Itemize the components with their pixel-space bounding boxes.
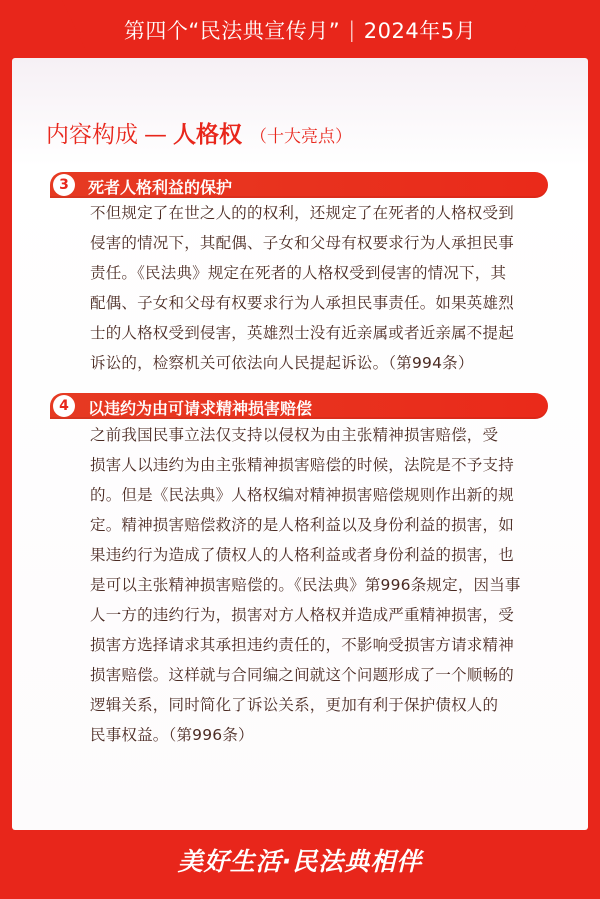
section-4-number-badge: 4 [53, 395, 75, 417]
section-4-line: 民事权益。（第996条） [90, 726, 254, 744]
campaign-date: 2024年5月 [363, 19, 477, 43]
section-4-body [90, 420, 544, 750]
page-title [46, 116, 352, 149]
page-title-dash: — [144, 122, 167, 148]
section-3-title: 死者人格利益的保护 [88, 178, 233, 197]
section-3-line: 侵害的情况下，其配偶、子女和父母有权要求行为人承担民事 [90, 234, 514, 252]
section-4-line: 人一方的违约行为，损害对方人格权并造成严重精神损害，受 [90, 606, 514, 624]
footer-slogan: 美好生活·民法典相伴 [177, 847, 423, 876]
section-4-line: 之前我国民事立法仅支持以侵权为由主张精神损害赔偿，受 [90, 426, 499, 444]
section-4-line: 是可以主张精神损害赔偿的。《民法典》第996条规定，因当事 [90, 576, 521, 594]
section-4-line: 逻辑关系，同时简化了诉讼关系，更加有利于保护债权人的 [90, 696, 499, 714]
section-3-body [90, 198, 544, 378]
section-4-line: 的。但是《民法典》人格权编对精神损害赔偿规则作出新的规 [90, 486, 514, 504]
page-title-topic: 人格权 [173, 122, 242, 148]
section-4-line: 损害赔偿。这样就与合同编之间就这个问题形成了一个顺畅的 [90, 666, 514, 684]
section-3-number-badge: 3 [53, 174, 75, 196]
section-4-line: 损害方选择请求其承担违约责任的，不影响受损害方请求精神 [90, 636, 514, 654]
page-title-prefix: 内容构成 [46, 122, 138, 148]
section-4-line: 果违约行为造成了债权人的人格利益或者身份利益的损害，也 [90, 546, 514, 564]
section-3-line: 配偶、子女和父母有权要求行为人承担民事责任。如果英雄烈 [90, 294, 514, 312]
page-title-subtitle: （十大亮点） [250, 127, 352, 147]
section-4-line: 损害人以违约为由主张精神损害赔偿的时候，法院是不予支持 [90, 456, 514, 474]
section-4-title: 以违约为由可请求精神损害赔偿 [88, 399, 313, 418]
header-banner-text [62, 0, 538, 60]
section-3-line: 诉讼的，检察机关可依法向人民提起诉讼。（第994条） [90, 354, 474, 372]
section-3-line: 责任。《民法典》规定在死者的人格权受到侵害的情况下，其 [90, 264, 507, 282]
campaign-title: 第四个“民法典宣传月” [123, 19, 341, 43]
banner-separator: | [348, 18, 356, 42]
section-3-line: 不但规定了在世之人的的权利，还规定了在死者的人格权受到 [90, 204, 514, 222]
section-4-line: 定。精神损害赔偿救济的是人格利益以及身份利益的损害，如 [90, 516, 514, 534]
section-3-line: 士的人格权受到侵害，英雄烈士没有近亲属或者近亲属不提起 [90, 324, 514, 342]
